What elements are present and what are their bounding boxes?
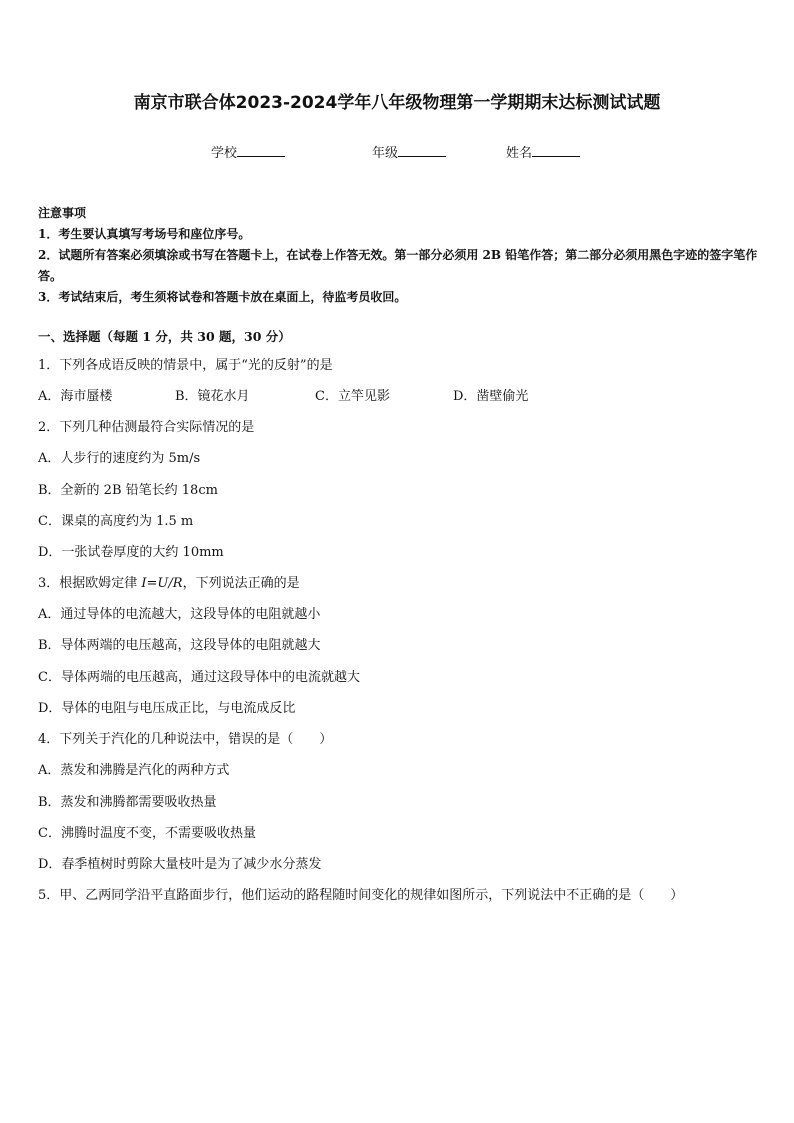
question-1-stem: 1．下列各成语反映的情景中，属于“光的反射”的是 (38, 358, 333, 373)
question-3-option-d: D．导体的电阻与电压成正比，与电流成反比 (38, 701, 296, 716)
question-2-stem: 2．下列几种估测最符合实际情况的是 (38, 420, 255, 435)
name-label: 姓名 (506, 146, 533, 161)
question-4-option-d: D．春季植树时剪除大量枝叶是为了减少水分蒸发 (38, 857, 322, 872)
question-2-option-d: D．一张试卷厚度的大约 10mm (38, 545, 224, 560)
question-3-formula: I=U/R (141, 576, 183, 591)
question-1-option-a: A．海市蜃楼 (38, 389, 113, 404)
question-4-option-b: B．蒸发和沸腾都需要吸收热量 (38, 795, 217, 810)
notice-item: 3．考试结束后，考生须将试卷和答题卡放在桌面上，待监考员收回。 (38, 290, 407, 304)
notice-block (38, 203, 760, 308)
question-3-option-c: C．导体两端的电压越高，通过这段导体中的电流就越大 (38, 670, 360, 685)
question-1-option-c: C．立竿见影 (315, 389, 390, 404)
question-3-stem-pre: 3．根据欧姆定律 (38, 576, 142, 591)
school-field (211, 142, 285, 161)
student-info-row (0, 142, 794, 162)
question-1-options (38, 385, 758, 405)
question-4-option-c: C．沸腾时温度不变，不需要吸收热量 (38, 826, 256, 841)
question-1-option-b: B．镜花水月 (175, 389, 250, 404)
question-5-stem: 5．甲、乙两同学沿平直路面步行，他们运动的路程随时间变化的规律如图所示，下列说法中不正确的是（ ） (38, 888, 684, 903)
grade-label: 年级 (372, 146, 399, 161)
notice-heading: 注意事项 (38, 206, 87, 220)
question-2-option-a: A．人步行的速度约为 5m/s (38, 451, 201, 466)
notice-item: 2．试题所有答案必须填涂或书写在答题卡上，在试卷上作答无效。第一部分必须用 2B 铅笔作答；第二部分必须用黑色字迹的签字笔作答。 (38, 248, 758, 283)
question-1-option-d: D．凿壁偷光 (453, 389, 529, 404)
section-heading: 一、选择题（每题 1 分，共 30 题，30 分） (38, 329, 291, 344)
question-2-option-c: C．课桌的高度约为 1.5 m (38, 514, 194, 529)
question-4-stem: 4．下列关于汽化的几种说法中，错误的是（ ） (38, 732, 333, 747)
grade-blank (398, 144, 446, 157)
question-3-option-a: A．通过导体的电流越大，这段导体的电阻就越小 (38, 607, 321, 622)
question-2-option-b: B．全新的 2B 铅笔长约 18cm (38, 483, 218, 498)
grade-field (372, 142, 446, 161)
question-3-stem-post: ，下列说法正确的是 (182, 576, 300, 591)
name-field (506, 142, 580, 161)
question-3-option-b: B．导体两端的电压越高，这段导体的电阻就越大 (38, 638, 321, 653)
name-blank (532, 144, 580, 157)
school-label: 学校 (211, 146, 238, 161)
notice-item: 1．考生要认真填写考场号和座位序号。 (38, 227, 251, 241)
exam-title: 南京市联合体2023-2024学年八年级物理第一学期期末达标测试试题 (133, 93, 661, 113)
question-4-option-a: A．蒸发和沸腾是汽化的两种方式 (38, 763, 230, 778)
school-blank (237, 144, 285, 157)
question-3-stem (38, 572, 300, 591)
